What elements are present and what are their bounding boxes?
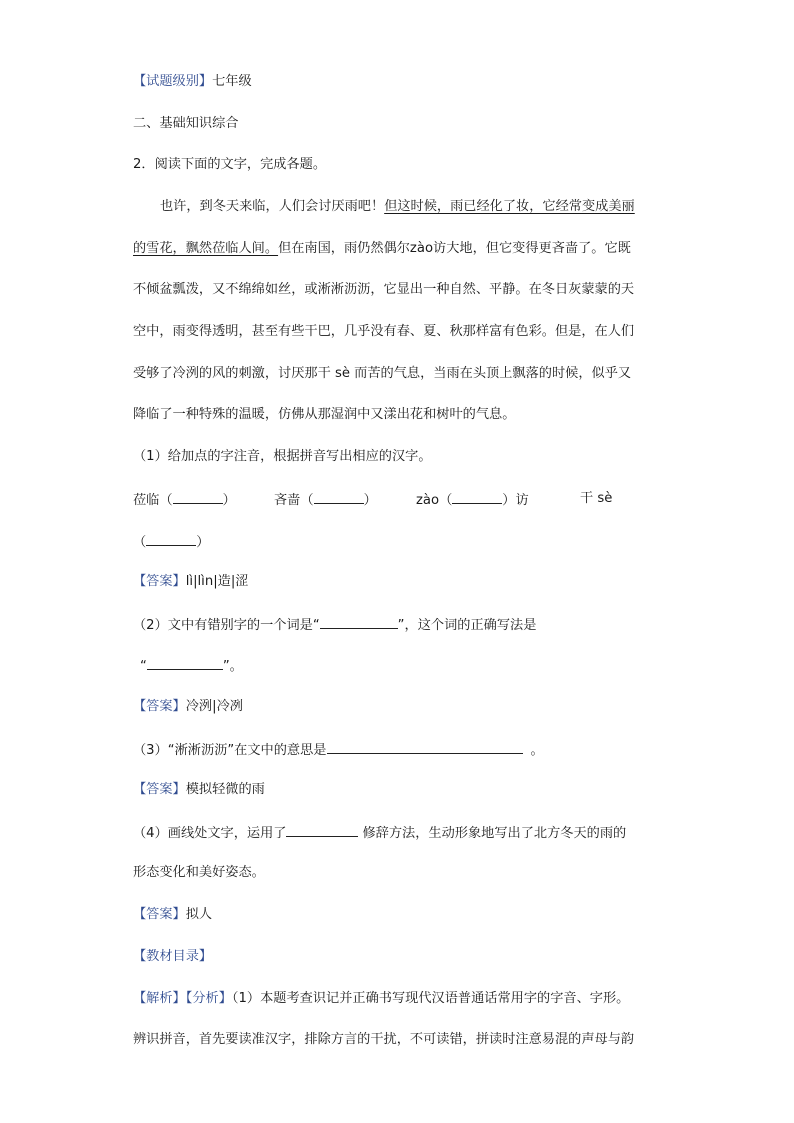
answer-1 xyxy=(133,572,248,592)
passage-line-1 xyxy=(160,197,635,217)
subquestion-1-blank-3 xyxy=(416,489,529,511)
level-tag: 【试题级别】 xyxy=(133,74,213,89)
subquestion-2-prompt xyxy=(133,614,536,636)
answer-tag: 【答案】 xyxy=(133,574,186,589)
passage-text: 但在南国，雨仍然偶尔zào访大地，但它变得更吝啬了。它既 xyxy=(278,241,631,256)
subquestion-1-blank-2 xyxy=(274,489,377,511)
answer-tag: 【答案】 xyxy=(133,907,186,922)
prompt-text: ”，这个词的正确写法是 xyxy=(397,618,537,633)
answer-2 xyxy=(133,697,243,717)
analysis-text: （1）本题考查识记并正确书写现代汉语普通话常用字的字音、字形。 xyxy=(231,991,630,1006)
passage-line-6: 降临了一种特殊的温暖，仿佛从那湿润中又漾出花和树叶的气息。 xyxy=(133,407,516,422)
analysis-subtag: 【分析】 xyxy=(185,991,232,1006)
blank-label: （ xyxy=(133,535,147,550)
passage-line-5: 受够了冷洌的风的刺激，讨厌那干 sè 而苦的气息，当雨在头顶上飘落的时候，似乎又 xyxy=(133,366,632,381)
underlined-passage: 但这时候，雨已经化了妆，它经常变成美丽 xyxy=(384,199,635,214)
answer-blank[interactable] xyxy=(320,614,398,629)
prompt-text: （4）画线处文字，运用了 xyxy=(133,826,287,841)
subquestion-1-prompt: （1）给加点的字注音，根据拼音写出相应的汉字。 xyxy=(133,449,432,464)
passage-line-3: 不倾盆瓢泼，又不绵绵如丝，或淅淅沥沥，它显出一种自然、平静。在冬日灰蒙蒙的天 xyxy=(133,282,635,297)
answer-blank[interactable] xyxy=(173,489,223,504)
passage-text: 也许，到冬天来临，人们会讨厌雨吧！ xyxy=(160,199,385,214)
subquestion-1-item-4: 干 sè xyxy=(580,491,613,506)
analysis-line-2: 辨识拼音，首先要读准汉字，排除方言的干扰，不可读错，拼读时注意易混的声母与韵 xyxy=(133,1032,635,1047)
answer-text: 模拟轻微的雨 xyxy=(185,782,265,797)
passage-line-4: 空中，雨变得透明，甚至有些干巴，几乎没有春、夏、秋那样富有色彩。但是，在人们 xyxy=(133,324,635,339)
prompt-text: 修辞方法，生动形象地写出了北方冬天的雨的 xyxy=(362,826,627,841)
prompt-text: “ xyxy=(140,659,147,674)
analysis-tag: 【解析】 xyxy=(133,991,186,1006)
question-title: 2．阅读下面的文字，完成各题。 xyxy=(133,157,327,172)
answer-text: lì|lìn|造|涩 xyxy=(185,574,249,589)
blank-label: 莅临（ xyxy=(133,493,173,508)
subquestion-2-prompt-line-2 xyxy=(140,655,243,677)
subquestion-3-prompt xyxy=(133,739,544,761)
blank-label: 吝啬（ xyxy=(274,493,314,508)
subquestion-4-prompt-line-2: 形态变化和美好姿态。 xyxy=(133,865,265,880)
level-value: 七年级 xyxy=(212,74,252,89)
catalog-tag: 【教材目录】 xyxy=(133,949,213,964)
answer-4 xyxy=(133,905,212,925)
blank-label: ）访 xyxy=(502,493,529,508)
answer-tag: 【答案】 xyxy=(133,699,186,714)
underlined-passage: 的雪花，飘然莅临人间。 xyxy=(133,241,279,256)
answer-blank[interactable] xyxy=(327,739,523,754)
answer-tag: 【答案】 xyxy=(133,782,186,797)
answer-text: 拟人 xyxy=(185,907,213,922)
blank-label: zào（ xyxy=(416,493,453,508)
section-title: 二、基础知识综合 xyxy=(133,116,239,131)
prompt-text: ”。 xyxy=(222,659,243,674)
prompt-text: 。 xyxy=(530,743,544,758)
answer-blank[interactable] xyxy=(147,655,223,670)
prompt-text: （2）文中有错别字的一个词是“ xyxy=(133,618,320,633)
answer-text: 冷洌|冷冽 xyxy=(185,699,243,714)
answer-3 xyxy=(133,780,265,800)
prompt-text: （3）“淅淅沥沥”在文中的意思是 xyxy=(133,743,327,758)
subquestion-1-blank-5 xyxy=(133,531,209,553)
answer-blank[interactable] xyxy=(452,489,502,504)
analysis-line-1 xyxy=(133,989,629,1009)
subquestion-4-prompt xyxy=(133,822,626,844)
answer-blank[interactable] xyxy=(146,531,196,546)
answer-blank[interactable] xyxy=(314,489,364,504)
level-line xyxy=(133,72,252,92)
blank-label: ） xyxy=(222,493,236,508)
passage-line-2 xyxy=(133,239,631,259)
blank-label: ） xyxy=(196,535,210,550)
subquestion-1-blanks xyxy=(133,489,236,511)
answer-blank[interactable] xyxy=(286,822,358,837)
blank-label: ） xyxy=(363,493,377,508)
